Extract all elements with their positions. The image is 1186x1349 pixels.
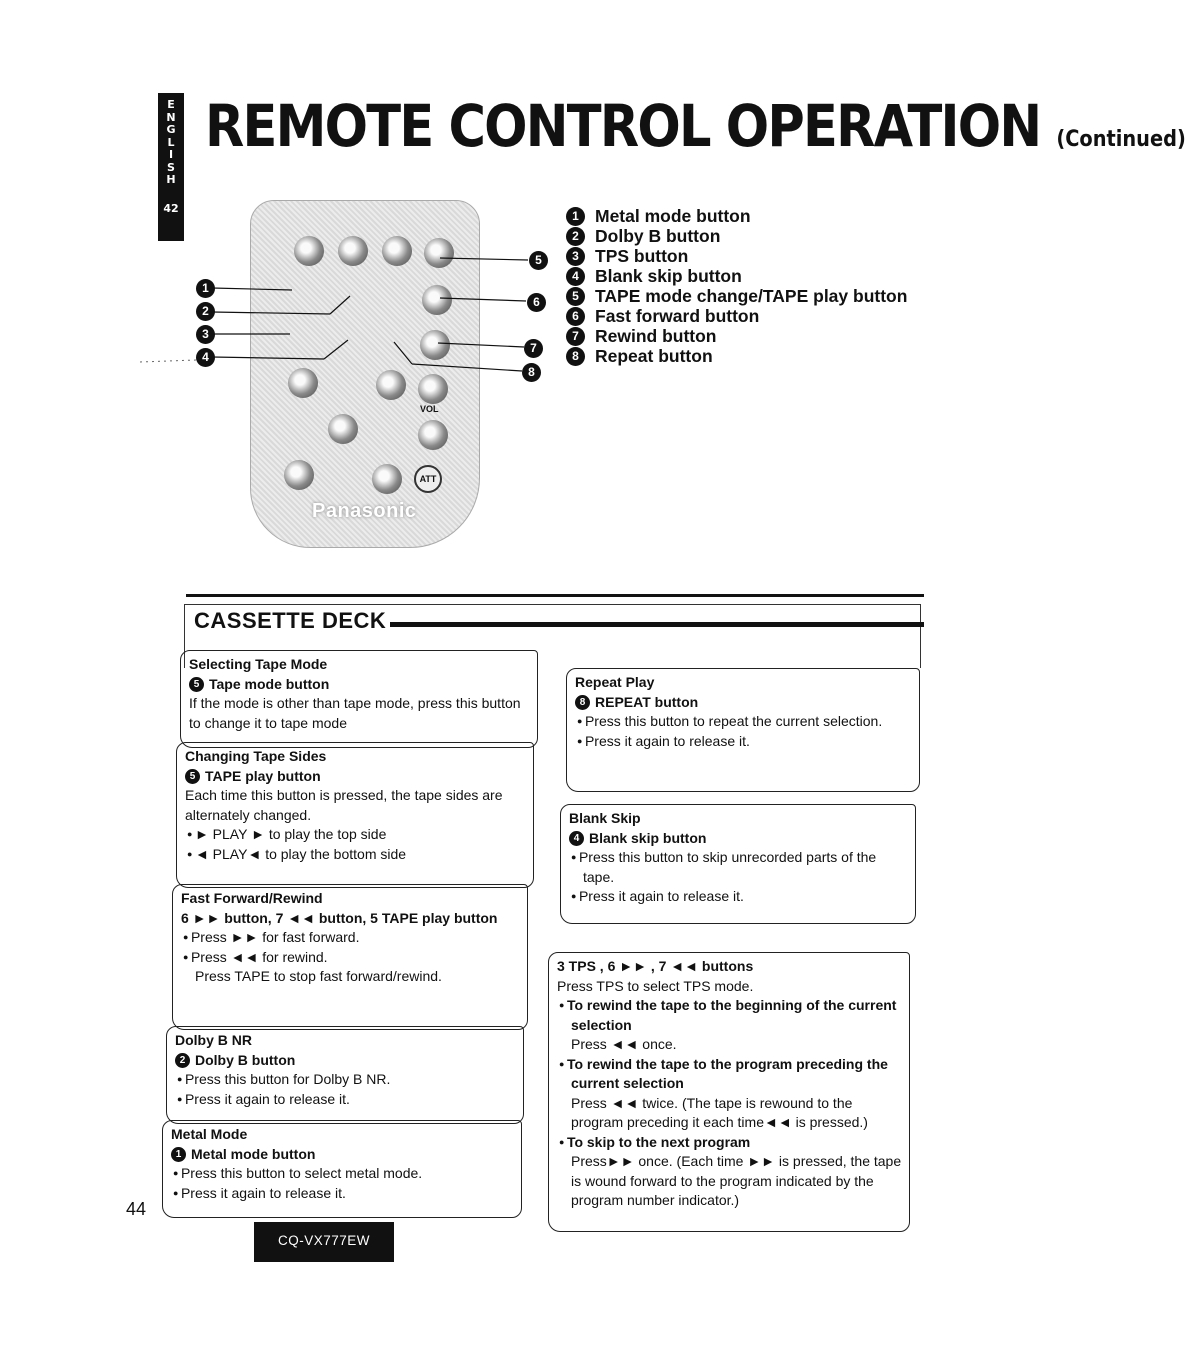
callout-3: 3 — [196, 325, 215, 344]
legend-label: Repeat button — [595, 346, 713, 366]
legend-number: 2 — [566, 227, 585, 246]
box-heading: Blank Skip — [569, 810, 641, 826]
legend-number: 5 — [566, 287, 585, 306]
dolby-b-nr-box — [166, 1026, 524, 1124]
legend-item — [566, 286, 907, 306]
bullet: ● ► PLAY ► to play the top side — [185, 825, 527, 845]
lang-letter: N — [166, 110, 176, 124]
button-label: Dolby B button — [195, 1051, 296, 1068]
box-text: Press TPS to select TPS mode. — [557, 977, 754, 994]
legend-item — [566, 326, 907, 346]
fast-forward-rewind-box — [172, 884, 528, 1030]
bullet: ● Press ◄◄ for rewind. — [181, 948, 521, 968]
box-heading: Repeat Play — [575, 674, 655, 690]
bullet: ● To rewind the tape to the beginning of the current selection — [557, 996, 903, 1035]
legend-label: TPS button — [595, 246, 689, 266]
brand-logo: Panasonic — [312, 500, 417, 522]
vol-label: VOL — [420, 404, 439, 414]
box-button-line — [185, 767, 527, 787]
box-button-line — [569, 829, 909, 849]
legend-item — [566, 246, 907, 266]
button-legend — [566, 206, 907, 366]
callout-1: 1 — [196, 279, 215, 298]
box-heading: Metal Mode — [171, 1126, 248, 1142]
bullet: ● Press it again to release it. — [569, 887, 909, 907]
box-text: If the mode is other than tape mode, press this button to change it to tape mode — [189, 695, 521, 731]
bullet: ● Press this button to skip unrecorded parts of the tape. — [569, 848, 909, 887]
divider — [186, 594, 924, 597]
lang-letter: G — [166, 123, 176, 136]
legend-label: Blank skip button — [595, 266, 742, 286]
button-label: Metal mode button — [191, 1145, 316, 1162]
legend-label: Fast forward button — [595, 306, 760, 326]
title-main: REMOTE CONTROL OPERATION — [205, 92, 1041, 160]
lang-letter: H — [166, 173, 176, 186]
box-heading: Dolby B NR — [175, 1032, 252, 1048]
bullet: ● To rewind the tape to the program preceding the current selection — [557, 1055, 903, 1094]
box-text: Each time this button is pressed, the tape sides are alternately changed. — [185, 787, 503, 823]
bullet: ● Press it again to release it. — [575, 732, 913, 752]
section-title: CASSETTE DECK — [194, 608, 387, 633]
legend-label: Rewind button — [595, 326, 717, 346]
changing-tape-sides-box — [176, 742, 534, 888]
legend-item — [566, 266, 907, 286]
lang-letter: S — [167, 160, 175, 174]
box-button-line: 6 ►► button, 7 ◄◄ button, 5 TAPE play button — [181, 909, 498, 926]
box-heading: Selecting Tape Mode — [189, 656, 328, 672]
tps-buttons-box — [548, 952, 910, 1232]
callout-2: 2 — [196, 302, 215, 321]
button-label: TAPE play button — [205, 767, 321, 784]
legend-number: 7 — [566, 327, 585, 346]
blank-skip-box — [560, 804, 916, 924]
button-number: 5 — [189, 677, 204, 692]
bullet: ● ◄ PLAY◄ to play the bottom side — [185, 845, 527, 865]
button-label: REPEAT button — [595, 693, 699, 710]
box-button-line — [189, 675, 531, 695]
legend-number: 6 — [566, 307, 585, 326]
button-number: 8 — [575, 695, 590, 710]
repeat-play-box — [566, 668, 920, 792]
button-number: 1 — [171, 1147, 186, 1162]
button-label: Tape mode button — [209, 675, 330, 692]
att-button-icon: ATT — [414, 465, 442, 493]
legend-label: TAPE mode change/TAPE play button — [595, 286, 908, 306]
box-button-line — [175, 1051, 517, 1071]
box-button-line — [575, 693, 913, 713]
box-heading: Changing Tape Sides — [185, 748, 327, 764]
section-page-number: 42 — [163, 201, 179, 215]
box-text: Press TAPE to stop fast forward/rewind. — [195, 968, 442, 984]
legend-number: 8 — [566, 347, 585, 366]
model-label: CQ-VX777EW — [254, 1222, 394, 1262]
box-heading: Fast Forward/Rewind — [181, 890, 323, 906]
lang-letter: E — [167, 98, 175, 111]
bullet: ● Press this button to repeat the current selection. — [575, 712, 913, 732]
bullet: ● Press it again to release it. — [171, 1184, 515, 1204]
button-label: Blank skip button — [589, 829, 707, 846]
legend-number: 4 — [566, 267, 585, 286]
button-number: 5 — [185, 769, 200, 784]
legend-item — [566, 306, 907, 326]
box-button-line — [171, 1145, 515, 1165]
bullet: ● Press it again to release it. — [175, 1090, 517, 1110]
legend-item — [566, 206, 907, 226]
box-text: Press ◄◄ twice. (The tape is rewound to the program preceding it each time◄◄ is pressed.) — [571, 1094, 868, 1130]
button-number: 4 — [569, 831, 584, 846]
selecting-tape-mode-box — [180, 650, 538, 748]
legend-label: Metal mode button — [595, 206, 751, 226]
button-number: 2 — [175, 1053, 190, 1068]
callout-7: 7 — [524, 339, 543, 358]
callout-5: 5 — [529, 251, 548, 270]
legend-label: Dolby B button — [595, 226, 721, 246]
title-subtitle: (Continued) — [1056, 127, 1186, 152]
box-text: Press►► once. (Each time ►► is pressed, the tape is wound forward to the program indicated by the program number indicator.) — [571, 1153, 902, 1208]
divider — [390, 622, 924, 627]
legend-item — [566, 226, 907, 246]
legend-item — [566, 346, 907, 366]
box-button-line: 3 TPS , 6 ►► , 7 ◄◄ buttons — [557, 958, 754, 974]
bullet: ● Press this button for Dolby B NR. — [175, 1070, 517, 1090]
legend-number: 3 — [566, 247, 585, 266]
page-number: 44 — [126, 1199, 147, 1219]
metal-mode-box — [162, 1120, 522, 1218]
lang-letter: I — [168, 148, 174, 161]
legend-number: 1 — [566, 207, 585, 226]
bullet: ● To skip to the next program — [557, 1133, 903, 1153]
bullet: ● Press ►► for fast forward. — [181, 928, 521, 948]
box-text: Press ◄◄ once. — [571, 1036, 677, 1052]
bullet: ● Press this button to select metal mode. — [171, 1164, 515, 1184]
callout-8: 8 — [522, 363, 541, 382]
callout-4: 4 — [196, 348, 215, 367]
lang-letter: L — [167, 135, 175, 149]
callout-6: 6 — [527, 293, 546, 312]
